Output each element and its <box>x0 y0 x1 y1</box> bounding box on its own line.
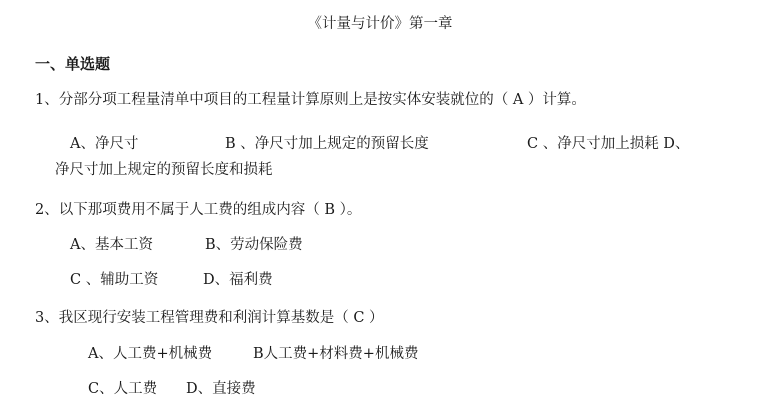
question-2-option-d: D、福利费 <box>203 272 273 288</box>
question-1-option-a: A、净尺寸 <box>70 136 139 152</box>
question-3-stem: 3、我区现行安装工程管理费和利润计算基数是（ C ） <box>35 310 384 326</box>
question-2-option-a: A、基本工资 <box>70 237 153 253</box>
section-heading: 一、单选题 <box>35 55 111 73</box>
document-title: 《计量与计价》第一章 <box>307 16 453 32</box>
question-1-option-d: 净尺寸加上规定的预留长度和损耗 <box>55 162 273 178</box>
question-2-stem: 2、以下那项费用不属于人工费的组成内容（ B ）。 <box>35 202 362 218</box>
question-2-option-c: C 、辅助工资 <box>70 272 159 288</box>
question-2-option-b: B、劳动保险费 <box>205 237 303 253</box>
question-3-option-a: A、人工费+机械费 <box>88 346 213 362</box>
question-3-option-d: D、直接费 <box>186 381 256 397</box>
question-3-option-c: C、人工费 <box>88 381 158 397</box>
question-1-stem: 1、分部分项工程量清单中项目的工程量计算原则上是按实体安装就位的（ A ）计算。 <box>35 92 586 108</box>
question-3-option-b: B人工费+材料费+机械费 <box>253 346 419 362</box>
question-1-option-c: C 、净尺寸加上损耗 D、 <box>527 136 690 152</box>
question-1-option-b: B 、净尺寸加上规定的预留长度 <box>225 136 429 152</box>
